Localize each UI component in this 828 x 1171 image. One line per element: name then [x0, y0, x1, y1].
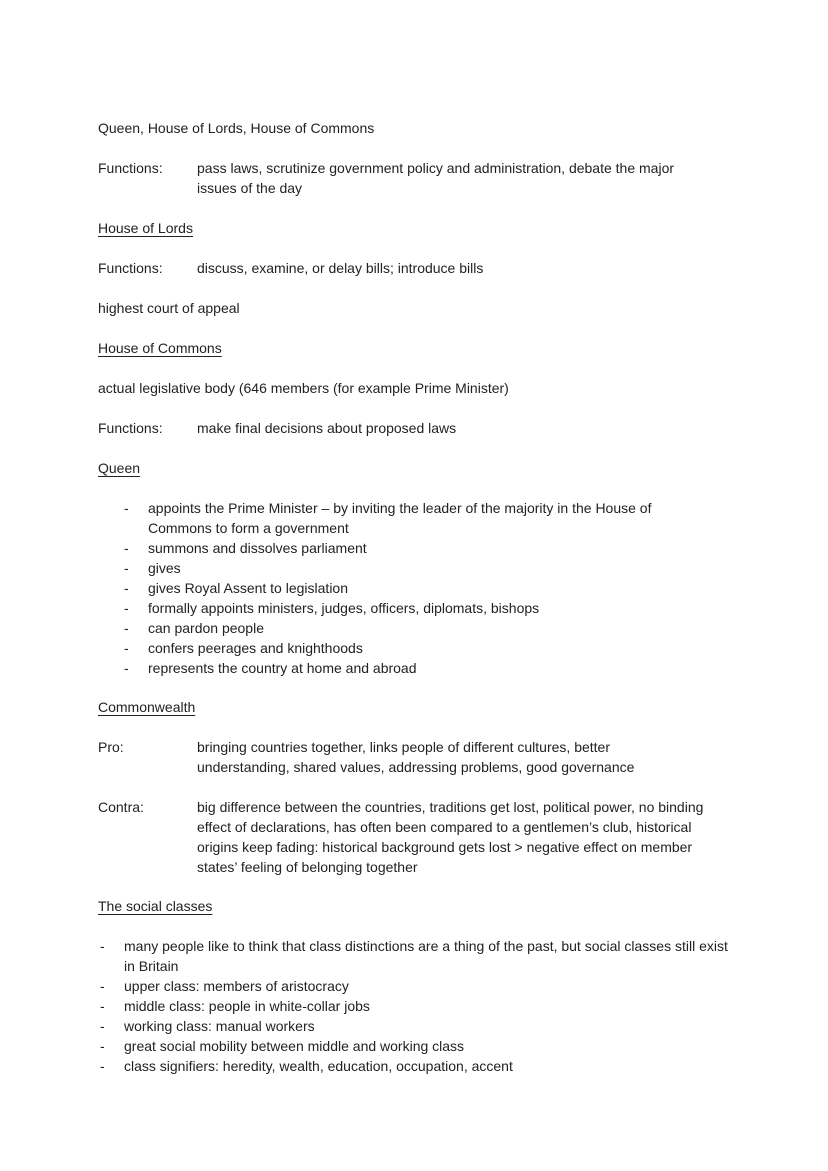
list-item: - working class: manual workers [100, 1018, 315, 1034]
dash-bullet: - [124, 540, 129, 556]
list-item: - appoints the Prime Minister – by inviting the leader of the majority in the House of Commons to form a government [124, 500, 652, 536]
list-item: - many people like to think that class distinctions are a thing of the past, but social classes still exist in Britain [100, 938, 728, 974]
pro-label: Pro: [98, 739, 124, 755]
dash-bullet: - [124, 500, 129, 516]
commonwealth-heading: Commonwealth [98, 699, 196, 715]
dash-bullet: - [100, 978, 105, 994]
social-classes-list [100, 936, 734, 1076]
dash-bullet: - [124, 580, 129, 596]
house-of-commons-heading: House of Commons [98, 340, 222, 356]
list-item: - gives Royal Assent to legislation [124, 580, 348, 596]
list-item: - represents the country at home and abroad [124, 660, 417, 676]
dash-bullet: - [124, 560, 129, 576]
list-item: - confers peerages and knighthoods [124, 640, 363, 656]
parliament-functions-text: pass laws, scrutinize government policy and administration, debate the major issues of the day [197, 160, 675, 196]
dash-bullet: - [124, 660, 129, 676]
dash-bullet: - [124, 600, 129, 616]
lords-note: highest court of appeal [98, 300, 240, 316]
lords-functions-text: discuss, examine, or delay bills; introduce bills [197, 260, 484, 276]
contra-text: big difference between the countries, traditions get lost, political power, no binding effect of declarations, has often been compared to a gentlemen’s club, historical origins keep fading: historical background gets lost > negative effect on member states’ feeling of belonging together [197, 799, 704, 875]
dash-bullet: - [124, 620, 129, 636]
dash-bullet: - [100, 1058, 105, 1074]
list-item: - class signifiers: heredity, wealth, education, occupation, accent [100, 1058, 513, 1074]
list-item: - great social mobility between middle and working class [100, 1038, 465, 1054]
intro-line: Queen, House of Lords, House of Commons [98, 120, 375, 136]
commons-note: actual legislative body (646 members (for example Prime Minister) [98, 380, 509, 396]
social-classes-heading: The social classes [98, 898, 213, 914]
dash-bullet: - [100, 938, 105, 954]
pro-text: bringing countries together, links people of different cultures, better understanding, shared values, addressing problems, good governance [197, 739, 635, 775]
dash-bullet: - [100, 998, 105, 1014]
list-item: - summons and dissolves parliament [124, 540, 367, 556]
dash-bullet: - [100, 1018, 105, 1034]
commons-functions-text: make final decisions about proposed laws [197, 420, 457, 436]
parliament-functions-label: Functions: [98, 160, 163, 176]
queen-list [124, 498, 708, 678]
queen-heading: Queen [98, 460, 141, 476]
list-item: - middle class: people in white-collar jobs [100, 998, 370, 1014]
lords-functions-label: Functions: [98, 260, 163, 276]
dash-bullet: - [124, 640, 129, 656]
contra-label: Contra: [98, 799, 144, 815]
list-item: - upper class: members of aristocracy [100, 978, 349, 994]
dash-bullet: - [100, 1038, 105, 1054]
list-item: - formally appoints ministers, judges, officers, diplomats, bishops [124, 600, 540, 616]
house-of-lords-heading: House of Lords [98, 220, 193, 236]
commons-functions-label: Functions: [98, 420, 163, 436]
list-item: - can pardon people [124, 620, 264, 636]
list-item: - gives [124, 560, 181, 576]
